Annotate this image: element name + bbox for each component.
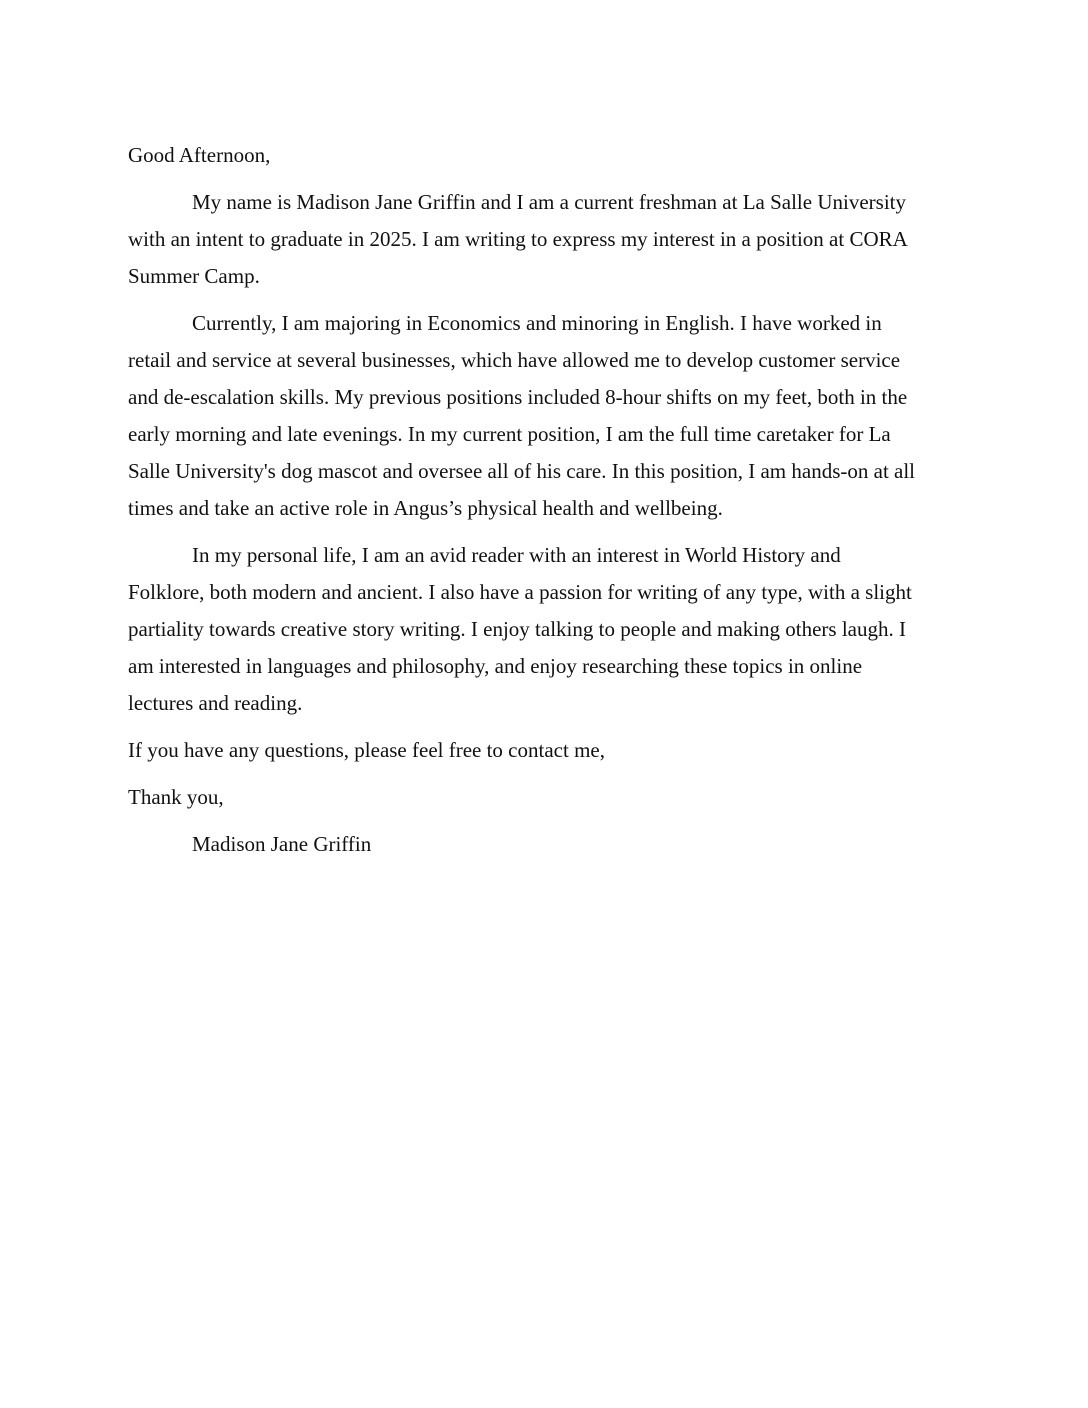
paragraph-line: Folklore, both modern and ancient. I also have a passion for writing of any type, with a slight xyxy=(128,580,912,604)
paragraph-line: My name is Madison Jane Griffin and I am a current freshman at La Salle University xyxy=(192,190,906,214)
closing-line xyxy=(128,732,938,769)
paragraph-line: Currently, I am majoring in Economics and minoring in English. I have worked in xyxy=(192,311,882,335)
paragraph-line: lectures and reading. xyxy=(128,691,303,715)
paragraph-line: partiality towards creative story writing. I enjoy talking to people and making others laugh. I xyxy=(128,617,906,641)
greeting-text: Good Afternoon, xyxy=(128,143,271,167)
paragraph-line: retail and service at several businesses, which have allowed me to develop customer service xyxy=(128,348,901,372)
greeting xyxy=(128,137,938,174)
paragraph-line: In my personal life, I am an avid reader with an interest in World History and xyxy=(192,543,841,567)
paragraph-line: and de-escalation skills. My previous positions included 8-hour shifts on my feet, both in the xyxy=(128,385,908,409)
paragraph-introduction xyxy=(128,184,938,295)
sign-off xyxy=(128,779,938,816)
paragraph-line: Salle University's dog mascot and oversee all of his care. In this position, I am hands-on at all xyxy=(128,459,916,483)
paragraph-line: with an intent to graduate in 2025. I am writing to express my interest in a position at CORA xyxy=(128,227,908,251)
signature-text: Madison Jane Griffin xyxy=(192,832,372,856)
paragraph-line: Summer Camp. xyxy=(128,264,260,288)
paragraph-experience xyxy=(128,305,938,527)
paragraph-personal xyxy=(128,537,938,722)
cover-letter xyxy=(128,137,938,873)
paragraph-line: early morning and late evenings. In my current position, I am the full time caretaker for La xyxy=(128,422,891,446)
signature xyxy=(128,826,938,863)
paragraph-line: times and take an active role in Angus’s physical health and wellbeing. xyxy=(128,496,723,520)
paragraph-line: am interested in languages and philosophy, and enjoy researching these topics in online xyxy=(128,654,863,678)
sign-off-text: Thank you, xyxy=(128,785,224,809)
closing-line-text: If you have any questions, please feel free to contact me, xyxy=(128,738,605,762)
